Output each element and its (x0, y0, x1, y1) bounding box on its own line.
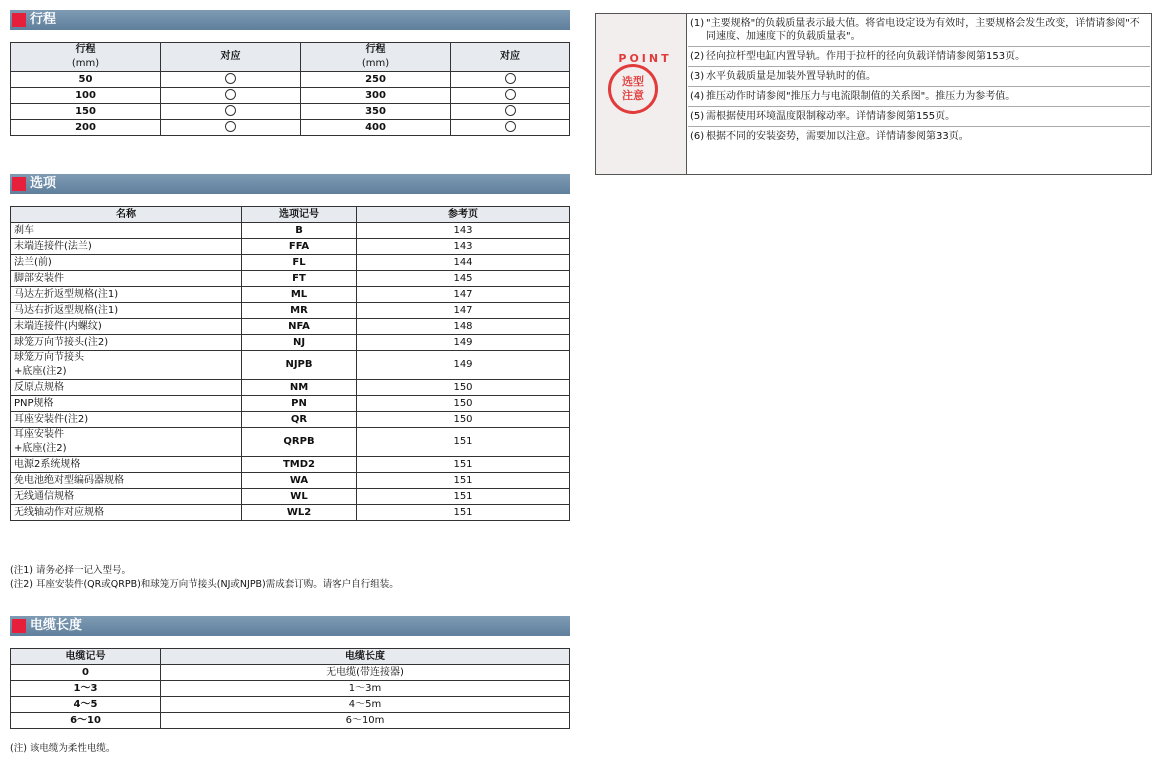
stroke-value: 250 (301, 72, 451, 88)
table-row (11, 396, 570, 412)
table-row (11, 505, 570, 521)
supported-circle-icon (505, 73, 516, 84)
option-name: 无线通信规格 (11, 489, 242, 505)
point-item-text: 径向拉杆型电缸内置导轨。作用于拉杆的径向负载详情请参阅第153页。 (706, 51, 1026, 62)
stroke-col-header-2: 行程 (mm) (301, 43, 451, 72)
option-symbol: WL2 (242, 505, 357, 521)
option-name: 球笼万向节接头(注2) (11, 335, 242, 351)
point-item-number: (4) (690, 91, 705, 102)
table-row (11, 473, 570, 489)
point-item (688, 127, 1150, 146)
table-row (11, 88, 570, 104)
options-section-header (10, 174, 570, 194)
option-page: 148 (357, 319, 570, 335)
selection-caution-stamp-icon: 选型 注意 (608, 64, 658, 114)
option-name: 刹车 (11, 223, 242, 239)
cable-length: 无电缆(带连接器) (161, 665, 570, 681)
support-col-header-2: 对应 (451, 43, 570, 72)
option-name: 脚部安装件 (11, 271, 242, 287)
point-item-number: (3) (690, 71, 705, 82)
point-item (688, 47, 1150, 67)
table-row (11, 255, 570, 271)
table-row (11, 72, 570, 88)
stroke-col-header: 行程 (mm) (11, 43, 161, 72)
cable-length: 1～3m (161, 681, 570, 697)
option-name: 马达右折返型规格(注1) (11, 303, 242, 319)
table-row (11, 428, 570, 457)
stroke-value: 300 (301, 88, 451, 104)
option-symbol: WA (242, 473, 357, 489)
cable-col-length: 电缆长度 (161, 649, 570, 665)
support-cell (451, 88, 570, 104)
cable-col-symbol: 电缆记号 (11, 649, 161, 665)
option-symbol: B (242, 223, 357, 239)
options-section-title: 选项 (30, 176, 57, 191)
cable-length: 6～10m (161, 713, 570, 729)
table-row (11, 223, 570, 239)
point-item (688, 14, 1150, 47)
option-name: 耳座安装件 +底座(注2) (11, 428, 242, 457)
table-row (11, 489, 570, 505)
supported-circle-icon (505, 89, 516, 100)
option-symbol: WL (242, 489, 357, 505)
option-symbol: MR (242, 303, 357, 319)
cable-section-header (10, 616, 570, 636)
option-name: 马达左折返型规格(注1) (11, 287, 242, 303)
option-page: 150 (357, 396, 570, 412)
cable-symbol: 4～5 (11, 697, 161, 713)
option-name: 末端连接件(法兰) (11, 239, 242, 255)
table-row (11, 380, 570, 396)
option-page: 143 (357, 239, 570, 255)
cable-table (10, 648, 570, 729)
table-row (11, 271, 570, 287)
cable-length: 4～5m (161, 697, 570, 713)
point-item-number: (5) (690, 111, 705, 122)
option-symbol: PN (242, 396, 357, 412)
option-symbol: FL (242, 255, 357, 271)
option-page: 150 (357, 380, 570, 396)
supported-circle-icon (225, 121, 236, 132)
supported-circle-icon (225, 73, 236, 84)
options-col-page: 参考页 (357, 207, 570, 223)
option-page: 149 (357, 351, 570, 380)
option-symbol: FT (242, 271, 357, 287)
section-marker (12, 177, 26, 191)
table-row (11, 412, 570, 428)
option-page: 151 (357, 457, 570, 473)
option-page: 147 (357, 287, 570, 303)
option-symbol: NJ (242, 335, 357, 351)
stroke-value: 100 (11, 88, 161, 104)
support-cell (161, 120, 301, 136)
table-row (11, 239, 570, 255)
support-cell (451, 72, 570, 88)
supported-circle-icon (505, 105, 516, 116)
section-marker (12, 13, 26, 27)
option-name: 球笼万向节接头 +底座(注2) (11, 351, 242, 380)
point-item-text: 推压动作时请参阅"推压力与电流限制值的关系图"。推压力为参考值。 (706, 91, 1016, 102)
options-note-2: (注2) 耳座安装件(QR或QRPB)和球笼万向节接头(NJ或NJPB)需成套订购。请客户自行组装。 (10, 579, 399, 590)
option-page: 149 (357, 335, 570, 351)
table-row (11, 287, 570, 303)
support-col-header: 对应 (161, 43, 301, 72)
option-name: 无线轴动作对应规格 (11, 505, 242, 521)
table-row (11, 697, 570, 713)
stroke-section-header (10, 10, 570, 30)
options-col-symbol: 选项记号 (242, 207, 357, 223)
point-badge-area (596, 14, 687, 174)
option-symbol: NJPB (242, 351, 357, 380)
option-symbol: QR (242, 412, 357, 428)
point-label: POINT (618, 52, 672, 65)
table-row (11, 713, 570, 729)
table-row (11, 303, 570, 319)
option-name: 法兰(前) (11, 255, 242, 271)
point-item-text: 需根据使用环境温度限制稼动率。详情请参阅第155页。 (706, 111, 956, 122)
point-item-number: (1) (690, 18, 705, 29)
table-row (11, 681, 570, 697)
cable-symbol: 6～10 (11, 713, 161, 729)
cable-symbol: 1～3 (11, 681, 161, 697)
stroke-section-title: 行程 (30, 12, 57, 27)
stroke-value: 400 (301, 120, 451, 136)
stroke-value: 350 (301, 104, 451, 120)
option-page: 145 (357, 271, 570, 287)
cable-symbol: 0 (11, 665, 161, 681)
supported-circle-icon (225, 105, 236, 116)
option-page: 150 (357, 412, 570, 428)
section-marker (12, 619, 26, 633)
table-row (11, 319, 570, 335)
table-row (11, 351, 570, 380)
option-symbol: ML (242, 287, 357, 303)
option-page: 144 (357, 255, 570, 271)
stroke-value: 200 (11, 120, 161, 136)
option-name: 耳座安装件(注2) (11, 412, 242, 428)
point-item-number: (6) (690, 131, 705, 142)
option-page: 151 (357, 473, 570, 489)
supported-circle-icon (505, 121, 516, 132)
supported-circle-icon (225, 89, 236, 100)
cable-section-title: 电缆长度 (30, 618, 83, 633)
option-name: 末端连接件(内螺纹) (11, 319, 242, 335)
option-symbol: NM (242, 380, 357, 396)
support-cell (451, 120, 570, 136)
stroke-value: 150 (11, 104, 161, 120)
option-name: 反原点规格 (11, 380, 242, 396)
table-row (11, 335, 570, 351)
point-list (688, 14, 1150, 146)
option-name: 电源2系统规格 (11, 457, 242, 473)
support-cell (161, 72, 301, 88)
option-page: 143 (357, 223, 570, 239)
options-table (10, 206, 570, 521)
options-col-name: 名称 (11, 207, 242, 223)
option-symbol: QRPB (242, 428, 357, 457)
option-page: 151 (357, 428, 570, 457)
table-row (11, 120, 570, 136)
table-row (11, 665, 570, 681)
table-row (11, 457, 570, 473)
options-note-1: (注1) 请务必择一记入型号。 (10, 565, 131, 576)
option-page: 151 (357, 505, 570, 521)
selection-notes-box (595, 13, 1152, 175)
support-cell (161, 88, 301, 104)
point-item (688, 107, 1150, 127)
point-item-text: 根据不同的安装姿势，需要加以注意。详情请参阅第33页。 (706, 131, 969, 142)
point-item (688, 87, 1150, 107)
point-item-text: 水平负载质量是加装外置导轨时的值。 (706, 71, 876, 82)
table-row (11, 104, 570, 120)
option-symbol: FFA (242, 239, 357, 255)
option-page: 151 (357, 489, 570, 505)
support-cell (451, 104, 570, 120)
point-item (688, 67, 1150, 87)
support-cell (161, 104, 301, 120)
stroke-value: 50 (11, 72, 161, 88)
point-item-number: (2) (690, 51, 705, 62)
option-name: PNP规格 (11, 396, 242, 412)
cable-note: (注) 该电缆为柔性电缆。 (10, 743, 116, 754)
option-page: 147 (357, 303, 570, 319)
option-symbol: NFA (242, 319, 357, 335)
option-symbol: TMD2 (242, 457, 357, 473)
point-item-text: "主要规格"的负载质量表示最大值。将省电设定设为有效时，主要规格会发生改变，详情请参阅"不同速度、加速度下的负载质量表"。 (706, 18, 1140, 42)
stroke-table (10, 42, 570, 136)
option-name: 免电池绝对型编码器规格 (11, 473, 242, 489)
